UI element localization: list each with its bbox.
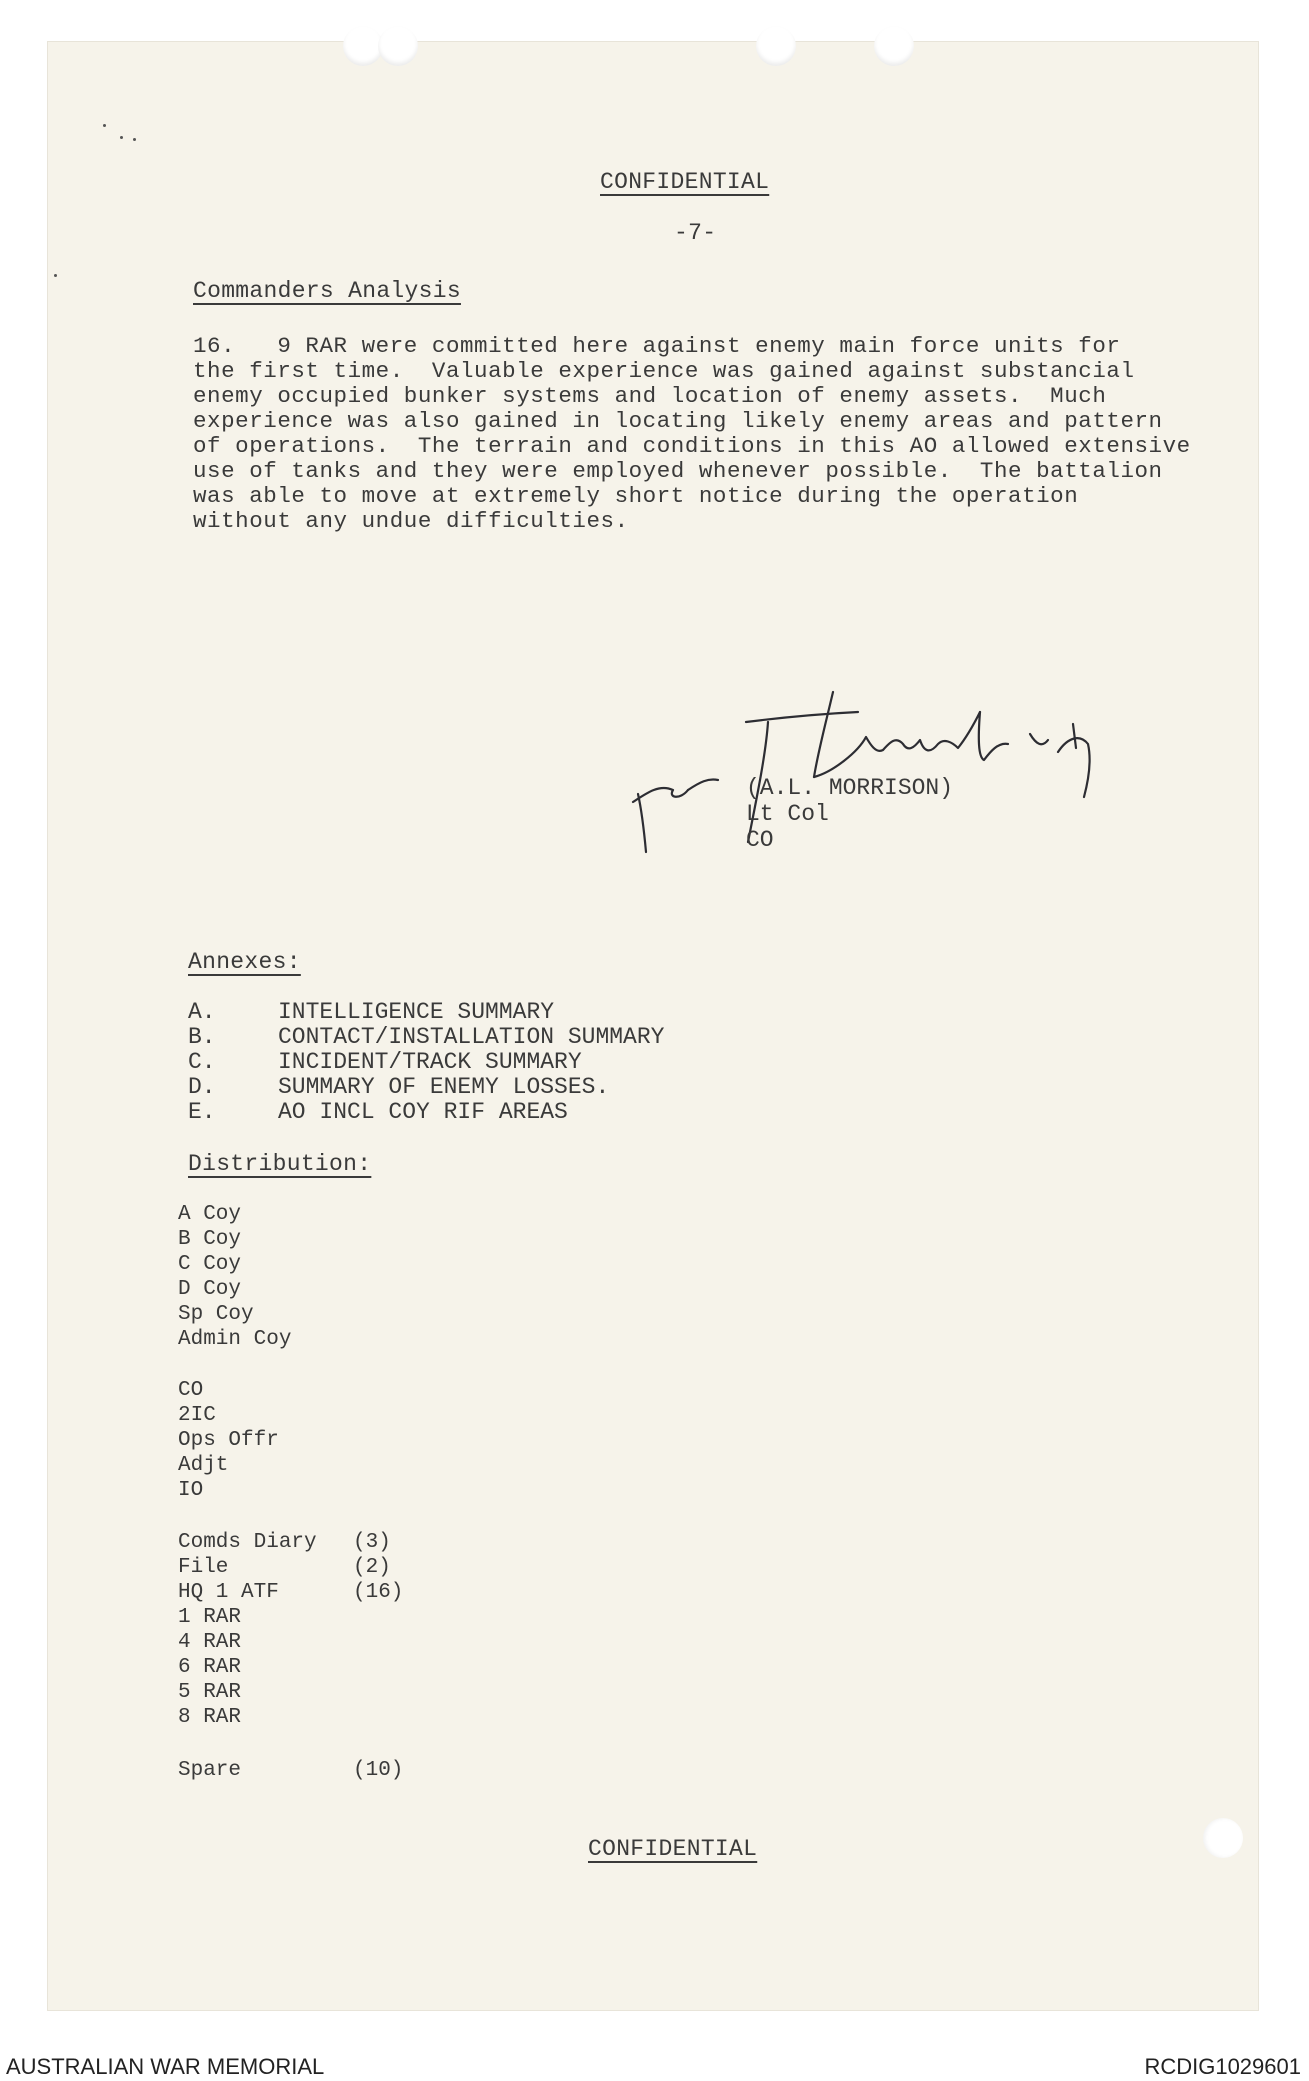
distribution-item: [178, 1705, 403, 1730]
archive-reference: RCDIG1029601: [1144, 2054, 1301, 2079]
annex-letter: A.: [188, 999, 216, 1025]
paragraph-line: without any undue difficulties.: [193, 508, 629, 534]
distribution-item: [178, 1403, 353, 1428]
document-page: [48, 42, 1258, 2010]
distribution-copies: (16): [353, 1581, 404, 1604]
signatory-appointment: CO: [746, 827, 774, 853]
annex-title: AO INCL COY RIF AREAS: [278, 1099, 568, 1125]
distribution-item: [178, 1478, 353, 1503]
distribution-item: [178, 1302, 353, 1327]
side-punch-hole: [1203, 1818, 1243, 1858]
distribution-item: [178, 1202, 353, 1227]
distribution-recipient: A Coy: [178, 1203, 242, 1226]
annex-item: [188, 1000, 664, 1025]
distribution-recipient: 1 RAR: [178, 1606, 242, 1629]
analysis-paragraph: [193, 334, 1273, 534]
section-heading-annexes: Annexes:: [188, 949, 301, 975]
section-heading-distribution: Distribution:: [188, 1151, 372, 1177]
distribution-external: [178, 1530, 403, 1730]
paragraph-line: 16. 9 RAR were committed here against enemy main force units for: [193, 333, 1121, 359]
distribution-item: [178, 1605, 403, 1630]
distribution-companies: [178, 1202, 353, 1352]
distribution-recipient: CO: [178, 1379, 204, 1402]
paragraph-line: was able to move at extremely short notice during the operation: [193, 483, 1079, 509]
distribution-recipient: Spare: [178, 1759, 242, 1782]
annex-list: [188, 1000, 664, 1125]
distribution-item: [178, 1555, 403, 1580]
distribution-spare: [178, 1758, 403, 1783]
page-number: -7-: [674, 220, 717, 246]
distribution-recipient: Ops Offr: [178, 1429, 279, 1452]
distribution-recipient: Admin Coy: [178, 1328, 292, 1351]
distribution-recipient: 4 RAR: [178, 1631, 242, 1654]
distribution-recipient: 5 RAR: [178, 1681, 242, 1704]
classification-header: CONFIDENTIAL: [600, 169, 770, 195]
distribution-item: [178, 1227, 353, 1252]
distribution-item: [178, 1680, 403, 1705]
distribution-recipient: IO: [178, 1479, 204, 1502]
distribution-copies: (3): [353, 1531, 391, 1554]
distribution-item: [178, 1252, 353, 1277]
paragraph-line: use of tanks and they were employed whenever possible. The battalion: [193, 458, 1163, 484]
distribution-copies: (2): [353, 1556, 391, 1579]
distribution-item: [178, 1453, 353, 1478]
distribution-item: [178, 1630, 403, 1655]
annex-letter: C.: [188, 1049, 216, 1075]
classification-footer: CONFIDENTIAL: [588, 1836, 758, 1862]
distribution-item: [178, 1428, 353, 1453]
distribution-item: [178, 1327, 353, 1352]
signatory-name: (A.L. MORRISON): [746, 775, 954, 801]
distribution-item: [178, 1580, 403, 1605]
annex-letter: B.: [188, 1024, 216, 1050]
paragraph-line: of operations. The terrain and conditions in this AO allowed extensive: [193, 433, 1191, 459]
annex-item: [188, 1025, 664, 1050]
distribution-recipient: C Coy: [178, 1253, 242, 1276]
distribution-item: [178, 1277, 353, 1302]
distribution-recipient: Adjt: [178, 1454, 229, 1477]
archive-name: AUSTRALIAN WAR MEMORIAL: [6, 2054, 325, 2079]
annex-letter: D.: [188, 1074, 216, 1100]
distribution-recipient: 2IC: [178, 1404, 216, 1427]
distribution-recipient: D Coy: [178, 1278, 242, 1301]
paragraph-line: experience was also gained in locating likely enemy areas and pattern: [193, 408, 1163, 434]
section-heading-commanders-analysis: Commanders Analysis: [193, 278, 461, 304]
signatory-rank: Lt Col: [746, 801, 829, 827]
annex-item: [188, 1050, 664, 1075]
archive-caption: [0, 2048, 1309, 2081]
distribution-item: [178, 1655, 403, 1680]
distribution-staff: [178, 1378, 353, 1503]
signature-block: [746, 775, 953, 853]
annex-title: INTELLIGENCE SUMMARY: [278, 999, 555, 1025]
distribution-recipient: File: [178, 1556, 229, 1579]
distribution-copies: (10): [353, 1759, 404, 1782]
annex-title: INCIDENT/TRACK SUMMARY: [278, 1049, 582, 1075]
distribution-item: [178, 1378, 353, 1403]
annex-letter: E.: [188, 1099, 216, 1125]
distribution-recipient: 8 RAR: [178, 1706, 242, 1729]
distribution-recipient: Comds Diary: [178, 1531, 317, 1554]
paragraph-line: enemy occupied bunker systems and location of enemy assets. Much: [193, 383, 1107, 409]
distribution-recipient: B Coy: [178, 1228, 242, 1251]
distribution-item: [178, 1530, 403, 1555]
distribution-recipient: Sp Coy: [178, 1303, 254, 1326]
paragraph-line: the first time. Valuable experience was gained against substancial: [193, 358, 1135, 384]
annex-title: SUMMARY OF ENEMY LOSSES.: [278, 1074, 610, 1100]
distribution-item: [178, 1758, 403, 1783]
annex-title: CONTACT/INSTALLATION SUMMARY: [278, 1024, 665, 1050]
annex-item: [188, 1100, 664, 1125]
annex-item: [188, 1075, 664, 1100]
distribution-recipient: HQ 1 ATF: [178, 1581, 279, 1604]
distribution-recipient: 6 RAR: [178, 1656, 242, 1679]
